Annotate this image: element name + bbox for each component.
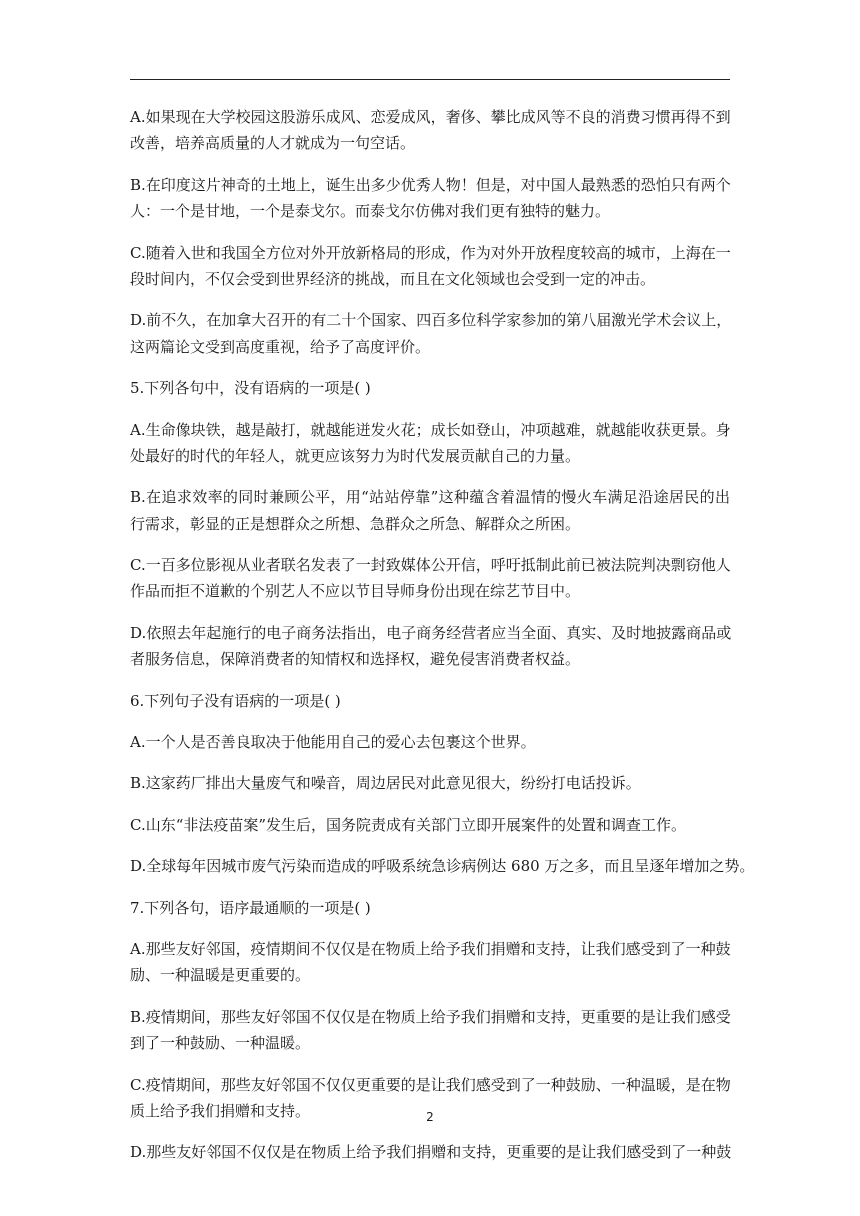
text-line: 行需求，彰显的正是想群众之所想、急群众之所急、解群众之所困。 [130,514,581,533]
answer-option [130,1139,730,1165]
text-line: 改善，培养高质量的人才就成为一句空话。 [130,134,416,153]
answer-option [130,552,730,605]
answer-option [130,104,730,157]
text-line: 6.下列句子没有语病的一项是( ) [130,691,341,710]
text-line: 者服务信息，保障消费者的知情权和选择权，避免侵害消费者权益。 [130,650,581,669]
text-line: D.那些友好邻国不仅仅是在物质上给予我们捐赠和支持，更重要的是让我们感受到了一种鼓 [130,1143,732,1162]
text-line: D.依照去年起施行的电子商务法指出，电子商务经营者应当全面、真实、及时地披露商品或 [130,623,732,642]
answer-option [130,770,730,796]
text-line: B.在印度这片神奇的土地上，诞生出多少优秀人物！但是，对中国人最熟悉的恐怕只有两个 [130,175,731,194]
text-line: A.如果现在大学校园这股游乐成风、恋爱成风，奢侈、攀比成风等不良的消费习惯再得不到 [130,108,731,126]
text-line: A.那些友好邻国，疫情期间不仅仅是在物质上给予我们捐赠和支持，让我们感受到了一种鼓 [130,939,731,958]
text-line: A.一个人是否善良取决于他能用自己的爱心去包裹这个世界。 [130,733,536,752]
text-line: D.全球每年因城市废气污染而造成的呼吸系统急诊病例达 680 万之多，而且呈逐年增加之势。 [130,857,755,876]
text-line: C.随着入世和我国全方位对外开放新格局的形成，作为对外开放程度较高的城市，上海在一 [130,243,731,262]
text-line: D.前不久，在加拿大召开的有二十个国家、四百多位科学家参加的第八届激光学术会议上， [130,311,732,330]
text-line: 段时间内，不仅会受到世界经济的挑战，而且在文化领域也会受到一定的冲击。 [130,269,656,288]
page-content [130,104,755,1166]
text-line: C.疫情期间，那些友好邻国不仅仅更重要的是让我们感受到了一种鼓励、一种温暖，是在物 [130,1075,731,1094]
answer-option [130,853,755,879]
answer-option [130,484,730,537]
question-stem [130,375,730,401]
text-line: A.生命像块铁，越是敲打，就越能迸发火花；成长如登山，冲项越难，就越能收获更景。身 [130,420,731,439]
answer-option [130,1004,730,1057]
text-line: 质上给予我们捐赠和支持。 [130,1101,311,1120]
text-line: 作品而拒不道歉的个别艺人不应以节目导师身份出现在综艺节目中。 [130,582,581,601]
answer-option [130,620,730,673]
answer-option [130,417,730,470]
header-rule [130,79,730,80]
text-line: C.山东“非法疫苗案”发生后，国务院责成有关部门立即开展案件的处置和调查工作。 [130,815,687,834]
text-line: 这两篇论文受到高度重视，给予了高度评价。 [130,337,431,356]
answer-option [130,729,730,755]
text-line: 励、一种温暖是更重要的。 [130,966,311,985]
answer-option [130,936,730,989]
text-line: 5.下列各句中，没有语病的一项是( ) [130,379,371,398]
page-number: 2 [426,1110,434,1124]
text-line: C.一百多位影视从业者联名发表了一封致媒体公开信，呼吁抵制此前已被法院判决剽窃他人 [130,556,731,575]
text-line: B.疫情期间，那些友好邻国不仅仅是在物质上给予我们捐赠和支持，更重要的是让我们感受 [130,1007,731,1026]
answer-option [130,307,730,360]
answer-option [130,172,730,225]
text-line: B.在追求效率的同时兼顾公平，用“站站停靠”这种蕴含着温情的慢火车满足沿途居民的出 [130,488,730,507]
text-line: 7.下列各句，语序最通顺的一项是( ) [130,898,371,917]
text-line: 处最好的时代的年轻人，就更应该努力为时代发展贡献自己的力量。 [130,446,581,465]
text-line: 到了一种鼓励、一种温暖。 [130,1034,311,1053]
question-stem [130,688,730,714]
text-line: B.这家药厂排出大量废气和噪音，周边居民对此意见很大，纷纷打电话投诉。 [130,774,641,793]
text-line: 人：一个是甘地，一个是泰戈尔。而泰戈尔仿佛对我们更有独特的魅力。 [130,202,611,221]
answer-option [130,812,730,838]
answer-option [130,240,730,293]
question-stem [130,895,730,921]
